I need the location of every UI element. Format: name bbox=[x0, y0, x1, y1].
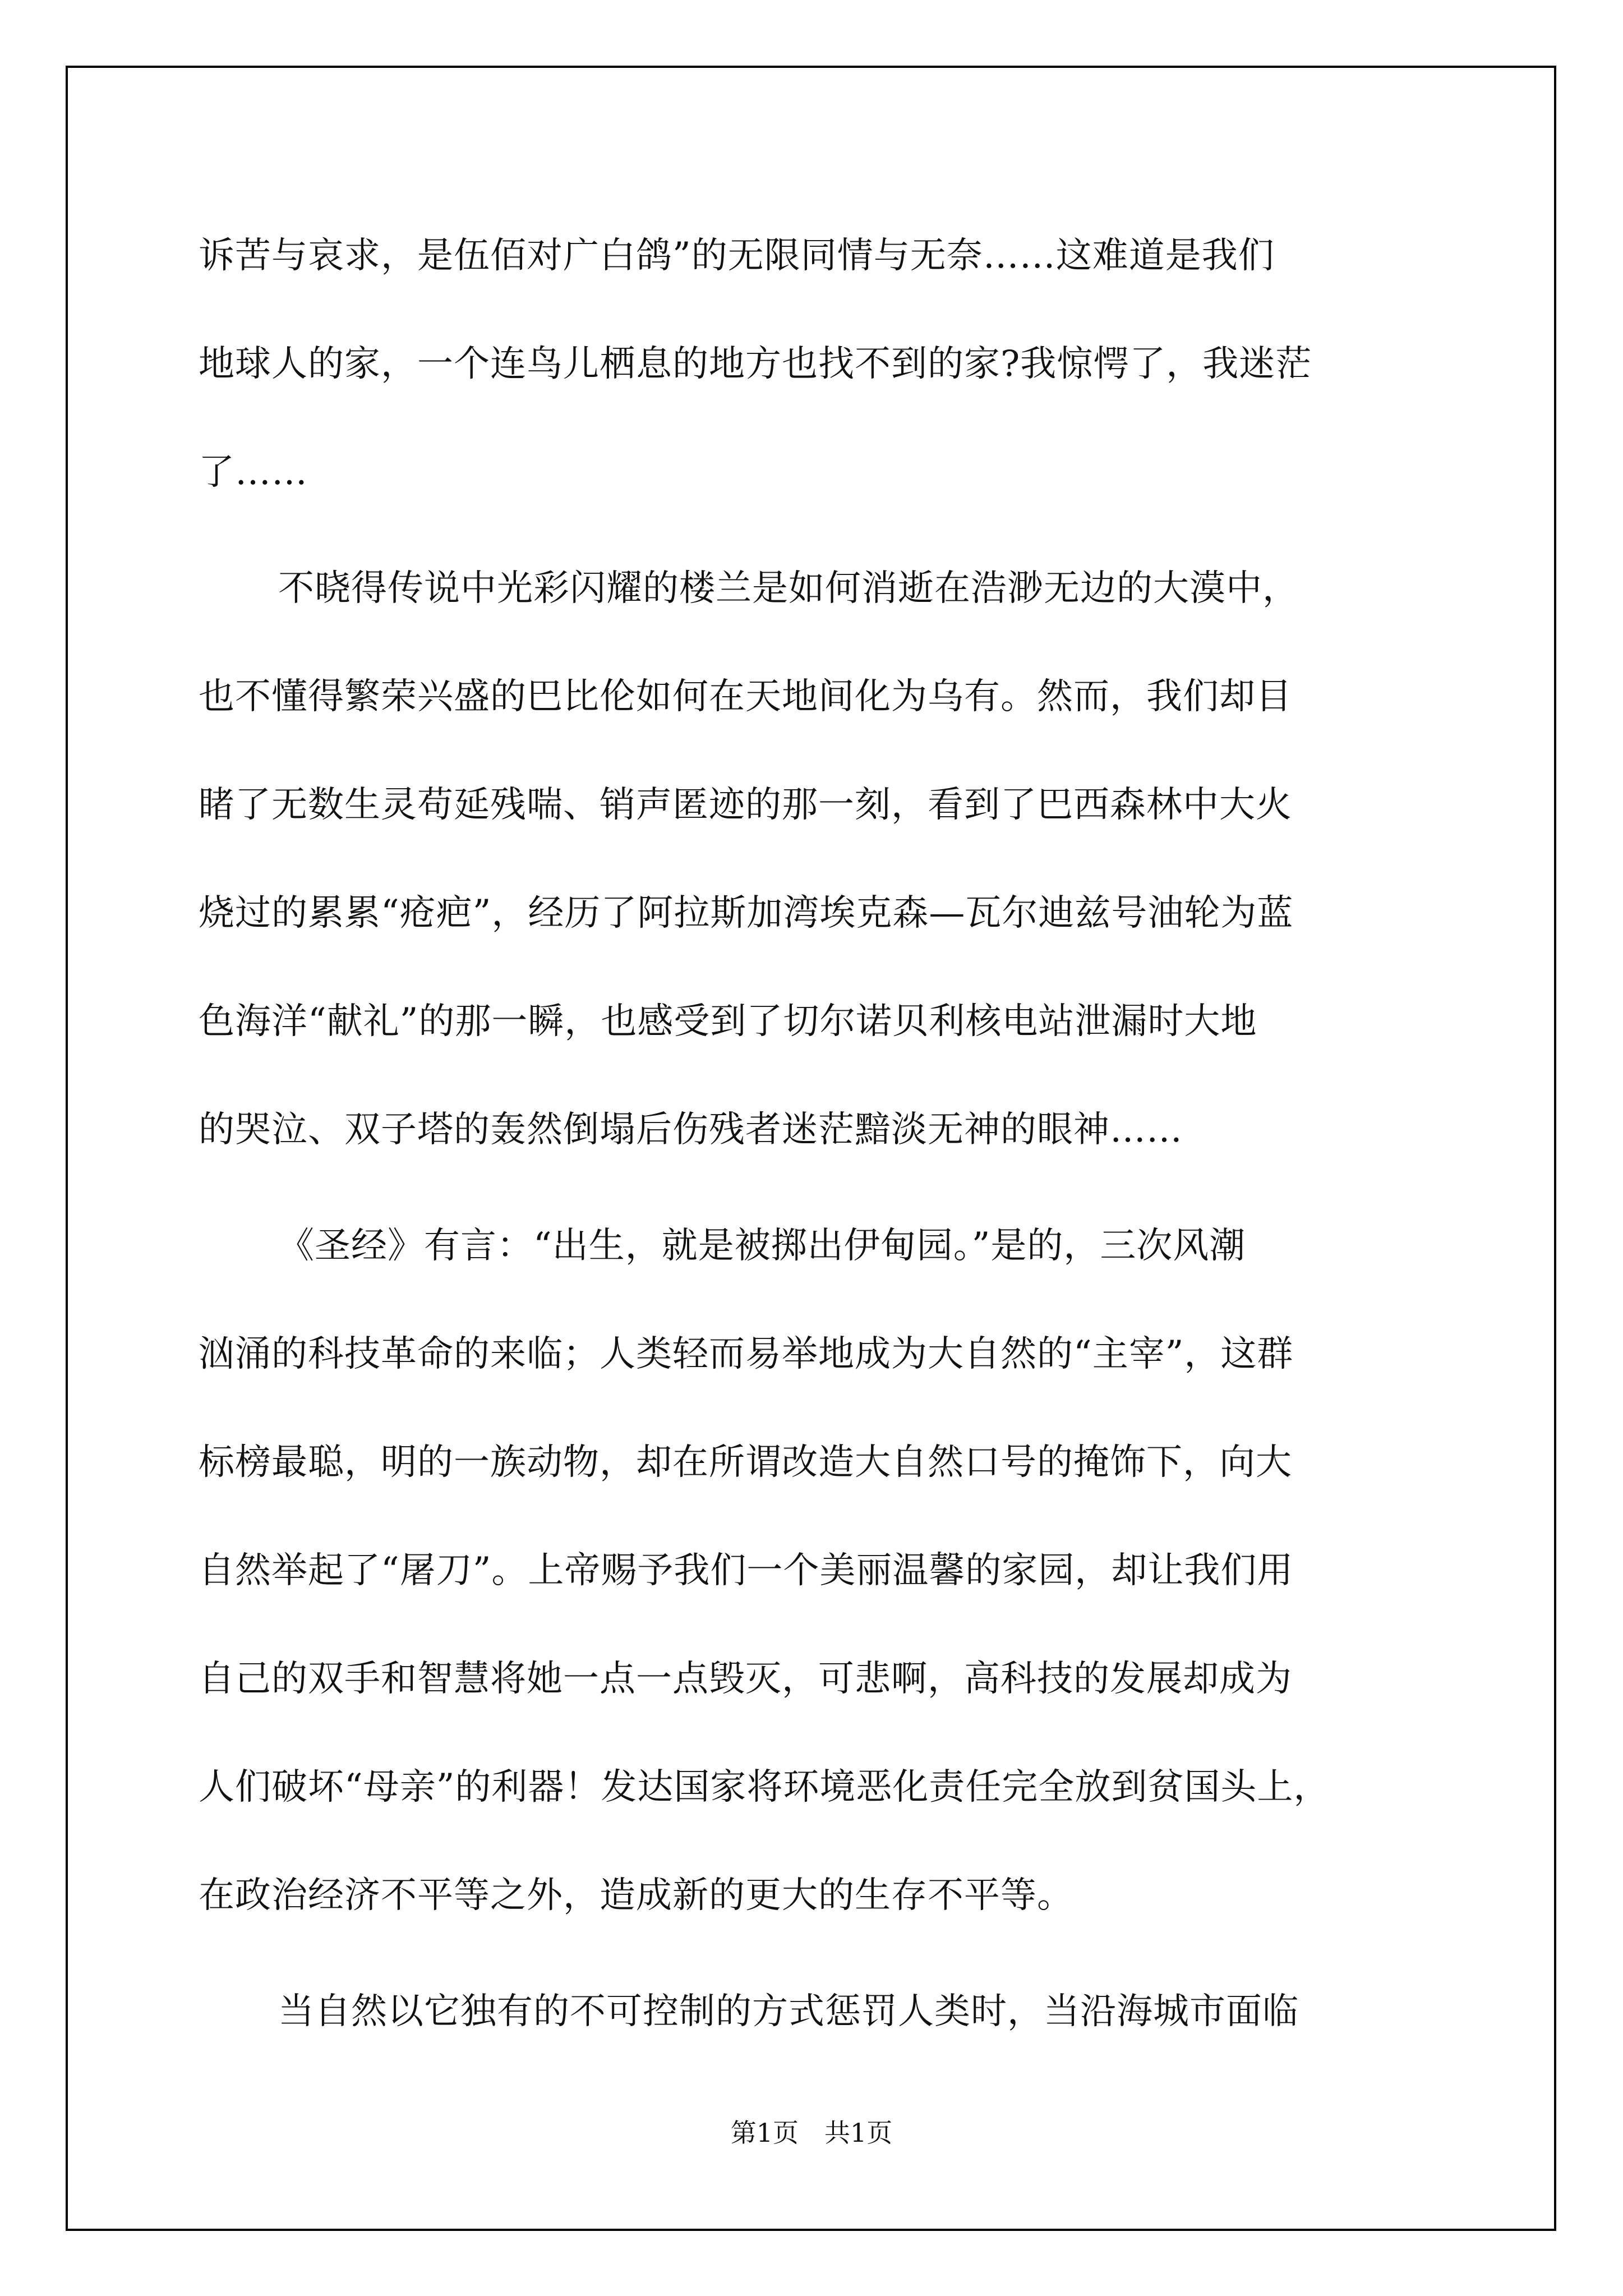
text-line: 地球人的家，一个连鸟儿栖息的地方也找不到的家?我惊愕了，我迷茫 bbox=[199, 343, 1312, 385]
text-line: 人们破坏“母亲”的利器！发达国家将环境恶化责任完全放到贫国头上， bbox=[199, 1766, 1330, 1808]
paragraph-first-line: 当自然以它独有的不可控制的方式惩罚人类时，当沿海城市面临 bbox=[278, 1991, 1299, 2032]
text-line: 自己的双手和智慧将她一点一点毁灭，可悲啊，高科技的发展却成为 bbox=[199, 1658, 1292, 1700]
text-line: 也不懂得繁荣兴盛的巴比伦如何在天地间化为乌有。然而，我们却目 bbox=[199, 676, 1292, 717]
text-line: 在政治经济不平等之外，造成新的更大的生存不平等。 bbox=[199, 1875, 1073, 1916]
text-line: 汹涌的科技革命的来临；人类轻而易举地成为大自然的“主宰”，这群 bbox=[199, 1333, 1294, 1375]
text-line: 色海洋“献礼”的那一瞬，也感受到了切尔诺贝利核电站泄漏时大地 bbox=[199, 1001, 1257, 1042]
text-line: 烧过的累累“疮疤”，经历了阿拉斯加湾埃克森—瓦尔迪兹号油轮为蓝 bbox=[199, 892, 1294, 934]
text-line: 标榜最聪，明的一族动物，却在所谓改造大自然口号的掩饰下，向大 bbox=[199, 1442, 1292, 1483]
paragraph-first-line: 《圣经》有言：“出生，就是被掷出伊甸园。”是的，三次风潮 bbox=[278, 1225, 1246, 1267]
paragraph-first-line: 不晓得传说中光彩闪耀的楼兰是如何消逝在浩渺无边的大漠中， bbox=[278, 568, 1299, 609]
text-line: 诉苦与哀求，是伍佰对广白鸽”的无限同情与无奈……这难道是我们 bbox=[199, 235, 1275, 277]
text-line: 了…… bbox=[199, 452, 308, 493]
body-text bbox=[199, 202, 1427, 2066]
text-line: 睹了无数生灵苟延残喘、销声匿迹的那一刻，看到了巴西森林中大火 bbox=[199, 784, 1292, 826]
text-line: 自然举起了“屠刀”。上帝赐予我们一个美丽温馨的家园，却让我们用 bbox=[199, 1550, 1294, 1591]
text-line: 的哭泣、双子塔的轰然倒塌后伤残者迷茫黯淡无神的眼神…… bbox=[199, 1109, 1183, 1151]
page-number-footer: 第1页 共1页 bbox=[730, 2118, 893, 2148]
